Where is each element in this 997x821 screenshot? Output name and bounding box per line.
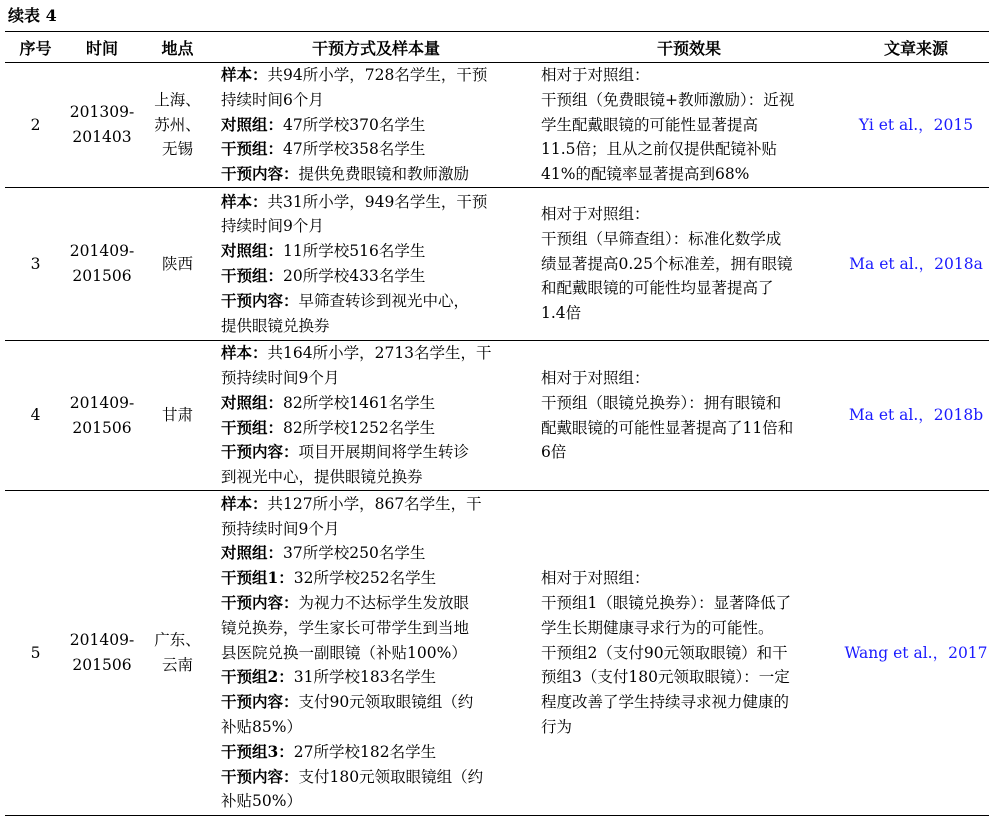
design-line [221, 789, 531, 814]
cell-place [138, 188, 217, 341]
design-text: 项目开展期间将学生转诊 [298, 443, 470, 462]
design-line [221, 492, 531, 517]
design-line [221, 190, 531, 215]
design-text: 11所学校516名学生 [283, 242, 426, 261]
design-text: 82所学校1252名学生 [283, 418, 436, 437]
design-text: 持续时间6个月 [221, 90, 324, 109]
effect-line: 干预组（早筛查组）：标准化数学成 [541, 229, 782, 248]
design-text: 提供眼镜兑换券 [221, 316, 330, 335]
cell-place [138, 341, 217, 491]
header-source: 文章来源 [843, 32, 989, 63]
time-line: 201409- [69, 242, 135, 261]
header-time: 时间 [66, 32, 138, 63]
header-index: 序号 [5, 32, 66, 63]
design-text: 持续时间9个月 [221, 217, 324, 236]
cell-design [217, 341, 535, 491]
design-text: 到视光中心，提供眼镜兑换券 [221, 468, 423, 487]
place-line: 苏州、 [154, 115, 201, 134]
design-text: 支付180元领取眼镜组（约 [298, 767, 484, 786]
cell-time [66, 63, 138, 188]
cell-index: 4 [5, 341, 66, 491]
time-line: 201403 [72, 128, 132, 146]
design-text: 82所学校1461名学生 [283, 393, 436, 412]
design-line [221, 391, 531, 416]
effect-line: 相对于对照组： [541, 569, 650, 588]
cell-design [217, 491, 535, 816]
table-row [5, 491, 989, 816]
cell-place [138, 491, 217, 816]
effect-line: 预组3（支付180元领取眼镜）：一定 [541, 668, 790, 687]
design-text: 共31所小学，949名学生，干预 [267, 192, 488, 211]
design-line [221, 416, 531, 441]
cell-design [217, 63, 535, 188]
design-line [221, 541, 531, 566]
cell-source: Wang et al.，2017 [843, 491, 989, 816]
design-text: 20所学校433名学生 [283, 267, 426, 285]
cell-design [217, 188, 535, 341]
design-label: 样本： [221, 65, 268, 84]
design-line [221, 239, 531, 264]
design-label: 干预组3： [221, 741, 294, 761]
design-line [221, 665, 531, 690]
effect-line: 干预组（眼镜兑换券）：拥有眼镜和 [541, 393, 782, 412]
design-label: 干预内容： [221, 290, 299, 310]
place-line: 广东、 [154, 631, 201, 650]
time-line: 201506 [72, 267, 132, 285]
design-text: 补贴50%） [221, 792, 302, 811]
effect-line: 41%的配镜率显著提高到68% [541, 165, 750, 184]
design-label: 干预组： [221, 266, 284, 285]
header-design: 干预方式及样本量 [217, 32, 535, 63]
design-line [221, 137, 531, 162]
design-line [221, 289, 531, 314]
intervention-table [5, 31, 989, 816]
design-text: 27所学校182名学生 [293, 742, 437, 761]
design-label: 干预组1： [221, 568, 294, 588]
design-text: 提供免费眼镜和教师激励 [298, 165, 470, 184]
cell-effect [535, 491, 843, 816]
cell-index: 5 [5, 491, 66, 816]
effect-line: 1.4倍 [541, 304, 582, 323]
effect-line: 干预组（免费眼镜+教师激励）：近视 [541, 90, 795, 109]
table-row [5, 341, 989, 491]
design-line [221, 264, 531, 289]
design-label: 干预组： [221, 417, 284, 437]
effect-line: 相对于对照组： [541, 368, 650, 387]
cell-effect [535, 188, 843, 341]
design-line [221, 765, 531, 790]
place-line: 无锡 [161, 140, 193, 159]
place-line: 甘肃 [161, 406, 193, 425]
design-text: 共164所小学，2713名学生，干 [267, 344, 492, 363]
time-line: 201409- [69, 631, 135, 650]
cell-time [66, 491, 138, 816]
design-line [221, 641, 531, 666]
design-label: 干预内容： [221, 442, 299, 462]
design-line [221, 440, 531, 465]
design-label: 干预组2： [221, 667, 294, 687]
design-line [221, 88, 531, 113]
time-line: 201506 [72, 418, 132, 437]
effect-line: 相对于对照组： [541, 66, 650, 84]
design-text: 支付90元领取眼镜组（约 [298, 693, 474, 712]
design-line [221, 63, 531, 88]
header-place: 地点 [138, 32, 217, 63]
cell-time [66, 188, 138, 341]
effect-line: 行为 [541, 717, 573, 736]
design-text: 为视力不达标学生发放眼 [298, 594, 470, 612]
design-label: 干预内容： [221, 692, 299, 712]
header-effect: 干预效果 [535, 32, 843, 63]
design-line [221, 314, 531, 339]
effect-line: 相对于对照组： [541, 205, 650, 223]
effect-line: 11.5倍；且从之前仅提供配镜补贴 [541, 140, 778, 159]
design-line [221, 113, 531, 138]
design-text: 补贴85%） [221, 717, 302, 736]
design-line [221, 214, 531, 239]
design-line [221, 616, 531, 641]
effect-line: 学生配戴眼镜的可能性显著提高 [541, 115, 759, 134]
effect-line: 绩显著提高0.25个标准差，拥有眼镜 [541, 254, 793, 273]
design-label: 干预内容： [221, 164, 299, 184]
design-text: 县医院兑换一副眼镜（补贴100%） [221, 643, 467, 662]
design-label: 对照组： [221, 543, 284, 563]
cell-source: Yi et al.，2015 [843, 63, 989, 188]
design-line [221, 341, 531, 366]
design-line [221, 715, 531, 740]
table-header-row [5, 32, 989, 63]
time-line: 201409- [69, 393, 135, 412]
design-text: 共94所小学，728名学生，干预 [267, 66, 488, 84]
design-text: 47所学校358名学生 [283, 140, 426, 159]
design-line [221, 690, 531, 715]
time-line: 201506 [72, 656, 132, 674]
cell-effect [535, 63, 843, 188]
design-text: 早筛查转诊到视光中心， [298, 291, 470, 310]
design-label: 样本： [221, 493, 268, 513]
effect-line: 程度改善了学生持续寻求视力健康的 [541, 693, 790, 712]
design-label: 对照组： [221, 392, 284, 412]
design-text: 镜兑换券，学生家长可带学生到当地 [221, 618, 470, 637]
design-text: 共127所小学，867名学生，干 [267, 494, 482, 513]
design-line [221, 366, 531, 391]
place-line: 上海、 [154, 90, 201, 109]
design-text: 预持续时间9个月 [221, 519, 340, 538]
cell-source: Ma et al.，2018a [843, 188, 989, 341]
design-text: 47所学校370名学生 [283, 115, 426, 134]
place-line: 云南 [161, 656, 193, 674]
cell-index: 3 [5, 188, 66, 341]
design-label: 对照组： [221, 241, 284, 261]
table-row [5, 188, 989, 341]
effect-line: 干预组2（支付90元领取眼镜）和干 [541, 643, 788, 662]
table-row [5, 63, 989, 188]
design-label: 干预组： [221, 139, 284, 159]
design-label: 样本： [221, 191, 268, 211]
design-text: 预持续时间9个月 [221, 368, 340, 387]
design-line [221, 465, 531, 490]
place-line: 陕西 [161, 254, 193, 273]
effect-line: 配戴眼镜的可能性显著提高了11倍和 [541, 418, 794, 437]
effect-line: 干预组1（眼镜兑换券）：显著降低了 [541, 594, 792, 612]
design-line [221, 591, 531, 616]
design-line [221, 566, 531, 591]
design-label: 对照组： [221, 114, 284, 134]
design-line [221, 162, 531, 187]
effect-line: 6倍 [541, 443, 567, 462]
design-line [221, 740, 531, 765]
design-line [221, 517, 531, 542]
design-label: 干预内容： [221, 593, 299, 612]
design-text: 37所学校250名学生 [283, 544, 426, 563]
cell-time [66, 341, 138, 491]
table-caption: 续表 4 [8, 6, 57, 25]
effect-line: 和配戴眼镜的可能性均显著提高了 [541, 279, 774, 298]
cell-place [138, 63, 217, 188]
cell-index: 2 [5, 63, 66, 188]
design-text: 32所学校252名学生 [293, 569, 437, 588]
design-text: 31所学校183名学生 [293, 668, 437, 687]
cell-effect [535, 341, 843, 491]
effect-line: 学生长期健康寻求行为的可能性。 [541, 618, 774, 637]
design-label: 干预内容： [221, 766, 299, 786]
cell-source: Ma et al.，2018b [843, 341, 989, 491]
time-line: 201309- [69, 103, 135, 122]
design-label: 样本： [221, 343, 268, 363]
